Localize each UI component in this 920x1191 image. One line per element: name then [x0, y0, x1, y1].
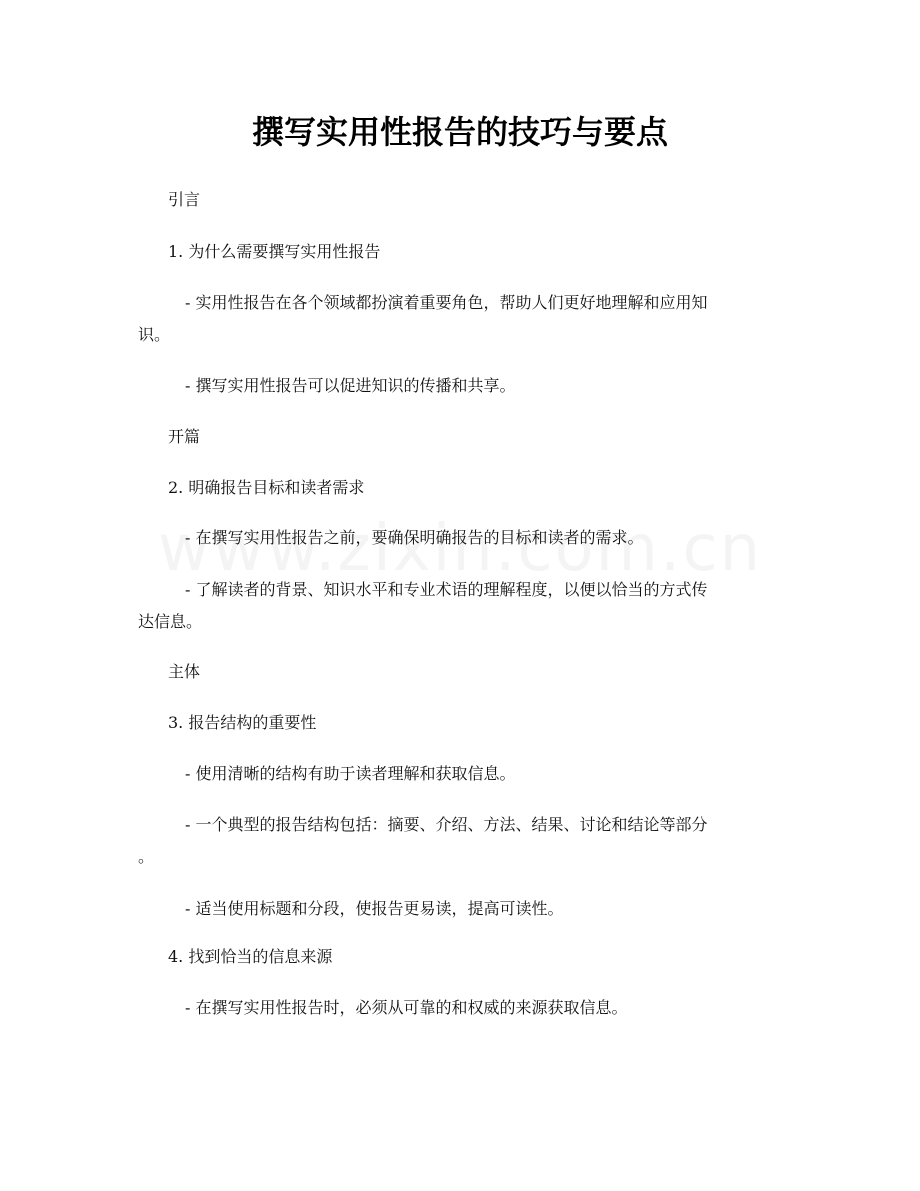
section-heading-body: 主体 — [168, 662, 201, 681]
section-heading-3: 3. 报告结构的重要性 — [168, 713, 317, 732]
bullet-text: - 在撰写实用性报告时，必须从可靠的和权威的来源获取信息。 — [185, 998, 628, 1017]
section-heading-2: 2. 明确报告目标和读者需求 — [168, 478, 365, 497]
bullet-text: - 适当使用标题和分段，使报告更易读，提高可读性。 — [185, 899, 564, 918]
section-heading-1: 1. 为什么需要撰写实用性报告 — [168, 242, 381, 261]
bullet-text: - 实用性报告在各个领域都扮演着重要角色，帮助人们更好地理解和应用知 — [185, 293, 708, 312]
bullet-text: - 撰写实用性报告可以促进知识的传播和共享。 — [185, 376, 516, 395]
bullet-text-wrap: 达信息。 — [138, 612, 203, 631]
bullet-text: - 一个典型的报告结构包括：摘要、介绍、方法、结果、讨论和结论等部分 — [185, 815, 708, 834]
section-heading-open: 开篇 — [168, 427, 201, 446]
section-heading-intro: 引言 — [168, 190, 201, 209]
bullet-text-wrap: 识。 — [138, 325, 171, 344]
page-title: 撰写实用性报告的技巧与要点 — [251, 113, 668, 151]
bullet-text: - 使用清晰的结构有助于读者理解和获取信息。 — [185, 764, 516, 783]
section-heading-4: 4. 找到恰当的信息来源 — [168, 947, 333, 966]
bullet-text: - 了解读者的背景、知识水平和专业术语的理解程度，以便以恰当的方式传 — [185, 580, 708, 599]
bullet-text: - 在撰写实用性报告之前，要确保明确报告的目标和读者的需求。 — [185, 528, 644, 547]
bullet-text-wrap: 。 — [138, 847, 155, 866]
